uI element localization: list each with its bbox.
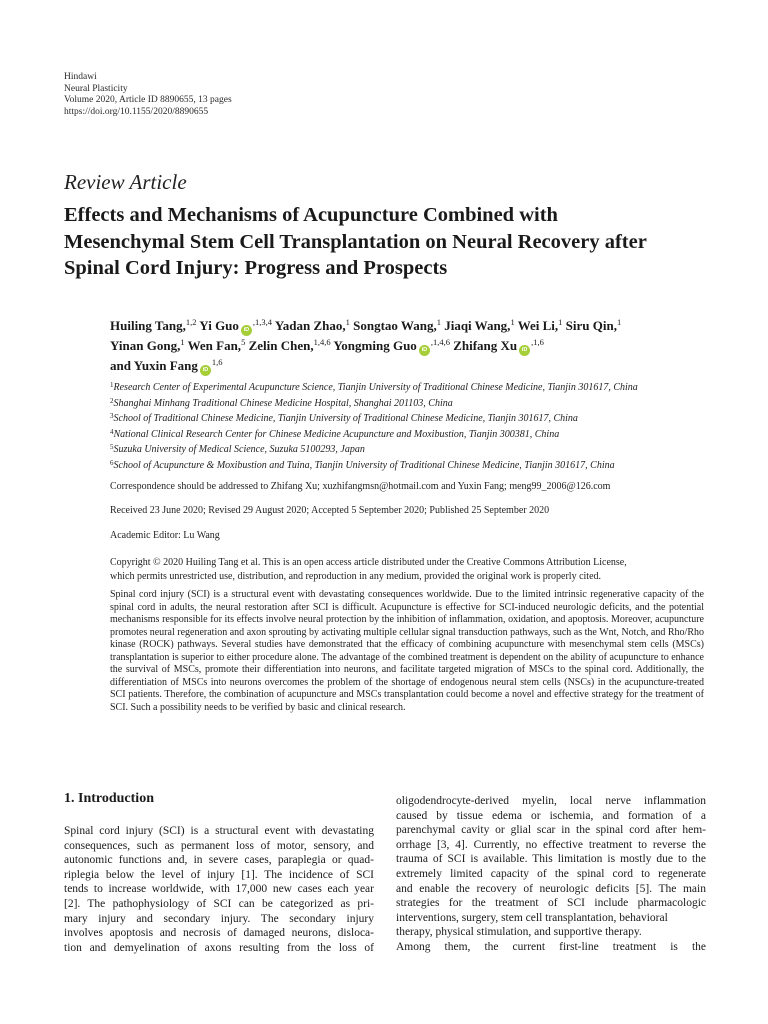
- affiliation-text: Research Center of Experimental Acupuncture Science, Tianjin University of Traditional Chinese Medicine, Tianjin 301617, China: [113, 382, 638, 393]
- body-text-line: and enable the recovery of neurologic deficits [5]. The main: [396, 882, 706, 895]
- volume-info: Volume 2020, Article ID 8890655, 13 pages: [64, 95, 232, 105]
- body-text-line: interventions, surgery, stem cell transplantation, behavioral: [396, 911, 668, 924]
- author-name: Yinan Gong,: [110, 338, 181, 353]
- author-affiliation-sup: ,1,3,4: [252, 317, 273, 327]
- body-column-left: [64, 824, 374, 955]
- copyright-line: which permits unrestricted use, distribution, and reproduction in any medium, provided the original work is properly cited.: [110, 571, 602, 582]
- author-affiliation-sup: 1: [558, 317, 563, 327]
- affiliation-item: [110, 442, 638, 458]
- affiliation-number: 3: [110, 412, 114, 420]
- body-text-line: strategies for the treatment of SCI include pharmacologic: [396, 897, 706, 910]
- affiliation-number: 6: [110, 458, 114, 467]
- author-name: Wei Li,: [517, 318, 559, 333]
- affiliation-item: [110, 427, 638, 443]
- affiliation-item: [110, 396, 638, 412]
- author-affiliation-sup: 1,6: [211, 357, 223, 367]
- author-name: Songtao Wang,: [353, 318, 437, 333]
- affiliation-number: 1: [110, 381, 114, 389]
- affiliation-item: [110, 380, 638, 396]
- doi-link[interactable]: https://doi.org/10.1155/2020/8890655: [64, 106, 209, 117]
- author-affiliation-sup: ,1,4,6: [430, 337, 450, 347]
- publisher-name: Hindawi: [64, 72, 97, 82]
- author-affiliation-sup: 1: [616, 317, 622, 327]
- journal-masthead: [64, 72, 232, 118]
- author-name: Zelin Chen,: [248, 338, 314, 353]
- body-text-line: autonomic functions and, in severe cases, paraplegia or quad-: [64, 854, 374, 867]
- title-line: Spinal Cord Injury: Progress and Prospects: [64, 257, 448, 279]
- affiliation-text: Shanghai Minhang Traditional Chinese Medicine Hospital, Shanghai 201103, China: [113, 397, 453, 409]
- author-affiliation-sup: 1,2: [185, 317, 197, 327]
- affiliation-number: 5: [110, 443, 114, 451]
- body-text-line: extremely limited capacity of the spinal cord to regenerate: [396, 867, 706, 880]
- body-text-line: Spinal cord injury (SCI) is a structural event with devastating: [64, 825, 374, 837]
- author-affiliation-sup: 1: [180, 337, 185, 347]
- orcid-icon[interactable]: iD: [519, 345, 530, 356]
- body-text-line: parenchymal cavity or glial scar in the spinal cord after hem-: [396, 824, 706, 837]
- author-affiliation-sup: 5: [241, 337, 246, 347]
- body-text-line: [2]. The pathophysiology of SCI can be categorized as pri-: [64, 897, 374, 910]
- title-line: Effects and Mechanisms of Acupuncture Combined with: [64, 204, 558, 226]
- author-affiliation-sup: 1,4,6: [313, 337, 331, 347]
- author-affiliation-sup: 1: [345, 317, 350, 327]
- body-column-right: [396, 794, 706, 955]
- publication-dates: Received 23 June 2020; Revised 29 August 2020; Accepted 5 September 2020; Published 25 September 2020: [110, 505, 550, 516]
- title-line: Mesenchymal Stem Cell Transplantation on Neural Recovery after: [64, 230, 647, 253]
- author-list: [110, 316, 730, 376]
- affiliation-text: School of Traditional Chinese Medicine, Tianjin University of Traditional Chinese Medicine, Tianjin 301617, China: [113, 413, 578, 424]
- copyright-line: Copyright © 2020 Huiling Tang et al. This is an open access article distributed under the Creative Commons Attribution License,: [110, 557, 627, 568]
- academic-editor: Academic Editor: Lu Wang: [110, 530, 220, 541]
- body-text-line: Among them, the current first-line treatment is the: [396, 940, 706, 953]
- body-text-line: consequences, such as permanent loss of motor, sensory, and: [64, 839, 374, 852]
- article-title: [64, 202, 724, 282]
- copyright-notice: [110, 556, 710, 584]
- affiliation-number: 4: [110, 427, 114, 436]
- author-affiliation-sup: 1: [510, 317, 515, 327]
- affiliation-text: School of Acupuncture & Moxibustion and Tuina, Tianjin University of Traditional Chinese Medicine, Tianjin 301617, China: [113, 459, 615, 471]
- author-name: and Yuxin Fang: [110, 358, 198, 373]
- body-text-line: tends to increase worldwide, with 17,000 new cases each year: [64, 883, 374, 896]
- orcid-icon[interactable]: iD: [241, 325, 252, 336]
- orcid-icon[interactable]: iD: [200, 365, 211, 376]
- article-type: Review Article: [64, 170, 187, 194]
- body-text-line: orrhage [3, 4]. Currently, no effective treatment to reverse the: [396, 838, 706, 851]
- author-name: Wen Fan,: [187, 338, 242, 353]
- affiliation-text: Suzuka University of Medical Science, Suzuka 5100293, Japan: [113, 444, 365, 455]
- correspondence: Correspondence should be addressed to Zhifang Xu; xuzhifangmsn@hotmail.com and Yuxin Fang; meng99_2006@126.com: [110, 481, 611, 492]
- body-text-line: trauma of SCI is available. This limitation is mostly due to the: [396, 853, 706, 866]
- body-text-line: riplegia below the level of injury [1]. The incidence of SCI: [64, 868, 374, 881]
- section-heading-introduction: 1. Introduction: [64, 791, 154, 806]
- body-text-line: caused by tissue edema or ischemia, and formation of a: [396, 809, 706, 822]
- author-name: Siru Qin,: [565, 318, 617, 333]
- affiliation-text: National Clinical Research Center for Chinese Medicine Acupuncture and Moxibustion, Tianjin 300381, China: [113, 428, 560, 440]
- journal-name: Neural Plasticity: [64, 83, 128, 94]
- author-name: Yadan Zhao,: [274, 318, 346, 333]
- abstract: Spinal cord injury (SCI) is a structural event with devastating consequences worldwide. Due to the limited intrinsic regenerative capacity of the spinal cord in adults, the neural restoration after SCI is difficult. Acupuncture is effective for SCI-induced neurologic deficits, and the potential mechanisms responsible for its effects involve neural protection by the inhibition of inflammation, oxidation, and apoptosis. Moreover, acupuncture promotes neural regeneration and axon sprouting by activating multiple cellular signal transduction pathways, such as the Wnt, Notch, and Rho/Rho kinase (ROCK) pathways. Several studies have demonstrated that the efficacy of combining acupuncture with mesenchymal stem cells (MSCs) transplantation is superior to either procedure alone. The advantage of the combined treatment is dependent on the ability of acupuncture to enhance the survival of MSCs, promote their differentiation into neurons, and facilitate targeted migration of MSCs to the spinal cord. Additionally, the differentiation of MSCs into neurons overcomes the problem of the shortage of endogenous neural stem cells (NSCs) in the acupuncture-treated SCI patients. Therefore, the combination of acupuncture and MSCs transplantation could become a novel and effective strategy for the treatment of SCI. Such a possibility needs to be verified by basic and clinical research.: [110, 589, 704, 713]
- author-name: Jiaqi Wang,: [444, 318, 511, 333]
- author-name: Yi Guo: [199, 318, 239, 333]
- affiliation-item: [110, 458, 638, 474]
- body-text-line: tion and demyelination of axons resulting from the loss of: [64, 941, 374, 954]
- author-affiliation-sup: 1: [436, 317, 441, 327]
- body-text-line: mary injury and secondary injury. The secondary injury: [64, 912, 374, 925]
- body-text-line: therapy, physical stimulation, and supportive therapy.: [396, 926, 642, 939]
- author-affiliation-sup: ,1,6: [531, 337, 544, 347]
- affiliation-list: [110, 380, 638, 473]
- orcid-icon[interactable]: iD: [419, 345, 430, 356]
- author-name: Yongming Guo: [333, 338, 417, 353]
- author-name: Zhifang Xu: [453, 338, 518, 353]
- author-name: Huiling Tang,: [110, 318, 186, 333]
- affiliation-item: [110, 411, 638, 427]
- affiliation-number: 2: [110, 396, 114, 405]
- body-text-line: oligodendrocyte-derived myelin, local nerve inflammation: [396, 795, 706, 807]
- body-text-line: involves apoptosis and necrosis of damaged neurons, disloca-: [64, 927, 374, 940]
